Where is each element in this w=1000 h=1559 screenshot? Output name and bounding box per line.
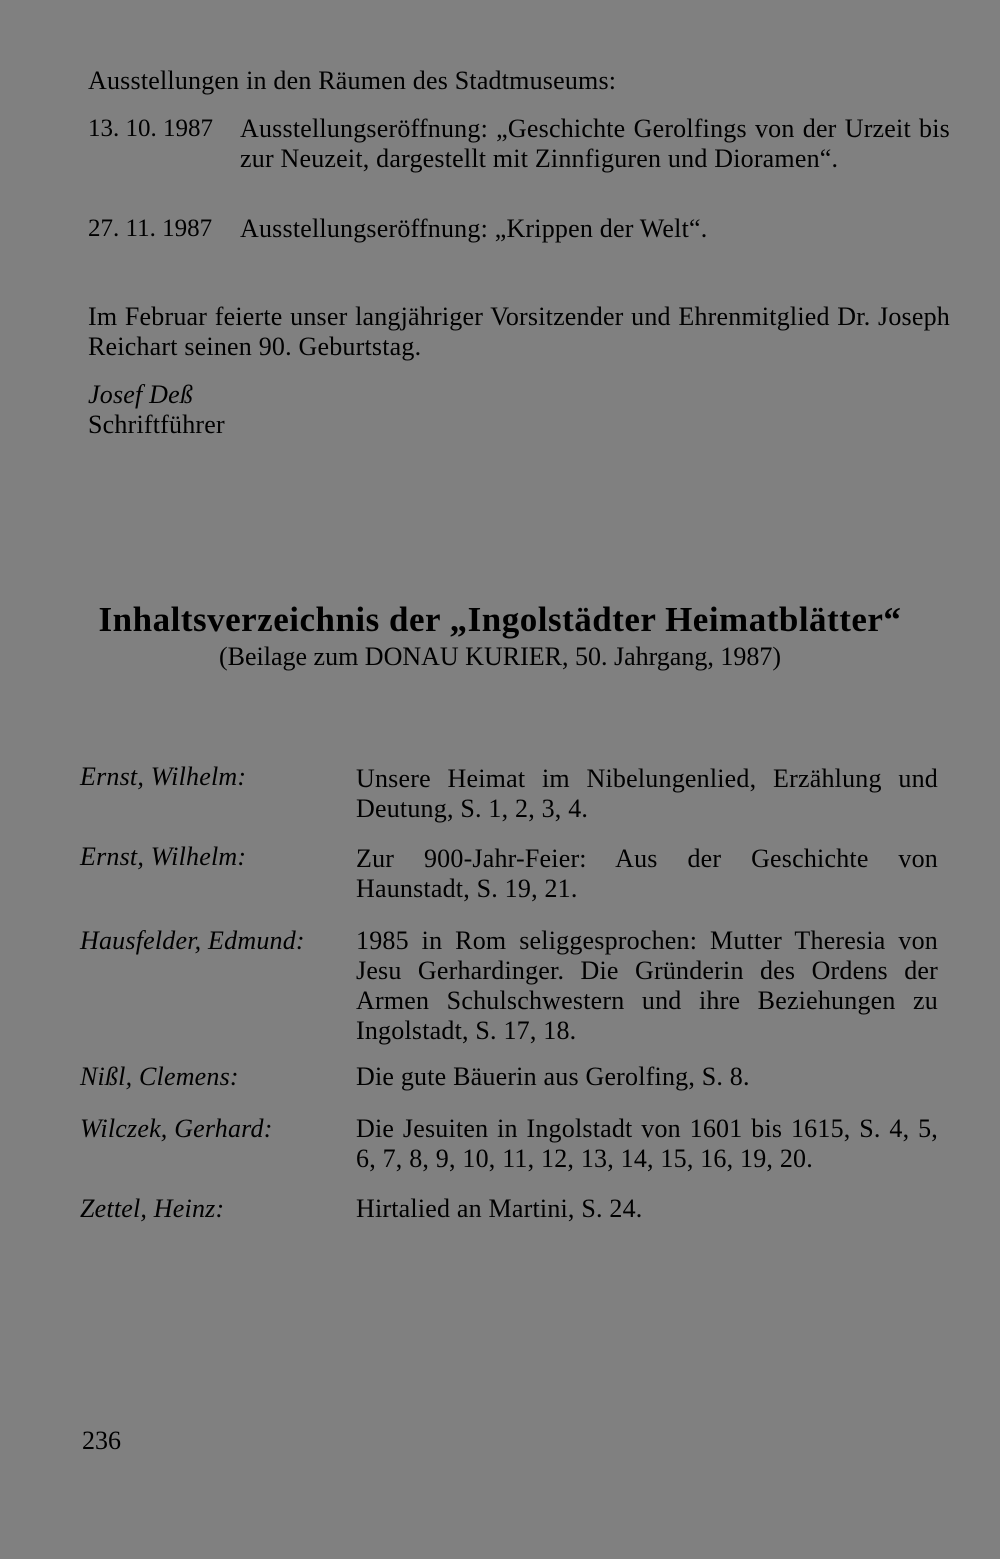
signature-name: Josef Deß: [88, 380, 194, 409]
index-entry-text: 1985 in Rom seliggesprochen: Mutter Theresia von Jesu Gerhardinger. Die Gründerin des Ordens der Armen Schulschwestern und ihre Beziehungen zu Ingolstadt, S. 17, 18.: [356, 926, 938, 1045]
signature-role: Schriftführer: [88, 410, 225, 439]
index-entry-text: Hirtalied an Martini, S. 24.: [356, 1194, 643, 1223]
index-entry-text: Unsere Heimat im Nibelungenlied, Erzählung und Deutung, S. 1, 2, 3, 4.: [356, 764, 938, 823]
index-author: Ernst, Wilhelm:: [80, 842, 247, 871]
event-date: 13. 10. 1987: [88, 115, 213, 142]
event-description: Ausstellungseröffnung: „Geschichte Gerolfings von der Urzeit bis zur Neuzeit, dargestellt mit Zinnfiguren und Dioramen“.: [240, 114, 950, 173]
index-author: Nißl, Clemens:: [80, 1062, 239, 1091]
index-subtitle: (Beilage zum DONAU KURIER, 50. Jahrgang, 1987): [218, 642, 782, 671]
index-author: Zettel, Heinz:: [80, 1194, 225, 1223]
event-description: Ausstellungseröffnung: „Krippen der Welt“.: [240, 214, 708, 243]
index-entry-text: Die Jesuiten in Ingolstadt von 1601 bis 1615, S. 4, 5, 6, 7, 8, 9, 10, 11, 12, 13, 14, 15, 16, 19, 20.: [356, 1114, 938, 1173]
page-number: 236: [82, 1426, 121, 1455]
index-entry-text: Die gute Bäuerin aus Gerolfing, S. 8.: [356, 1062, 750, 1091]
intro-line: Ausstellungen in den Räumen des Stadtmuseums:: [88, 66, 617, 95]
index-author: Wilczek, Gerhard:: [80, 1114, 273, 1143]
index-entry-text: Zur 900-Jahr-Feier: Aus der Geschichte von Haunstadt, S. 19, 21.: [356, 844, 938, 903]
birthday-paragraph: Im Februar feierte unser langjähriger Vorsitzender und Ehrenmitglied Dr. Joseph Reichart seinen 90. Geburtstag.: [88, 302, 950, 361]
index-author: Hausfelder, Edmund:: [80, 926, 305, 955]
index-title: Inhaltsverzeichnis der „Ingolstädter Heimatblätter“: [98, 600, 902, 639]
event-date: 27. 11. 1987: [88, 215, 213, 242]
index-author: Ernst, Wilhelm:: [80, 762, 247, 791]
